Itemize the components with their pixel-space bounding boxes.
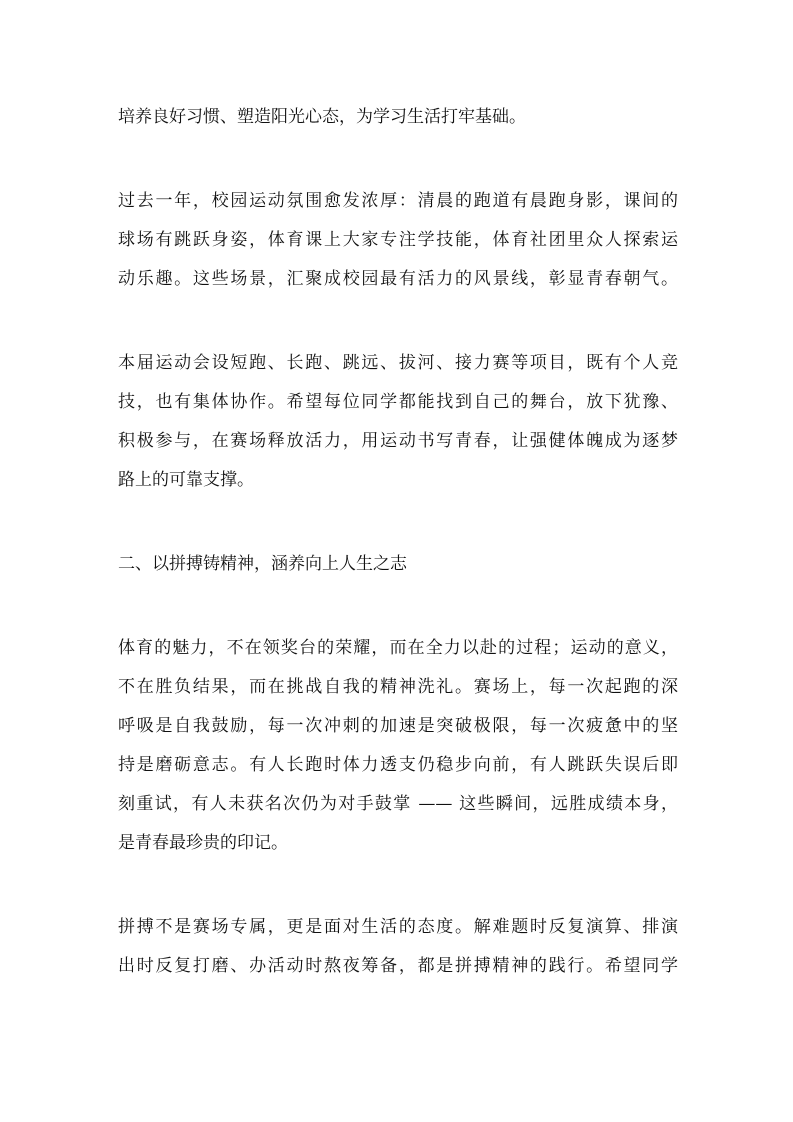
paragraph-2-line-2: 球场有跳跃身姿，体育课上大家专注学技能，体育社团里众人探索运 [118, 230, 678, 250]
paragraph-3-line-2: 技，也有集体协作。希望每位同学都能找到自己的舞台，放下犹豫、 [118, 392, 678, 412]
paragraph-6-line-2: 出时反复打磨、办活动时熬夜筹备，都是拼搏精神的践行。希望同学 [118, 956, 678, 976]
paragraph-5-line-6: 是青春最珍贵的印记。 [118, 833, 288, 853]
paragraph-5-line-4: 持是磨砺意志。有人长跑时体力透支仍稳步向前，有人跳跃失误后即 [118, 755, 678, 775]
paragraph-1-line-1: 培养良好习惯、塑造阳光心态，为学习生活打牢基础。 [118, 107, 526, 127]
section-heading: 二、以拼搏铸精神，涵养向上人生之志 [118, 554, 407, 574]
paragraph-3-line-4: 路上的可靠支撑。 [118, 470, 254, 490]
paragraph-3-line-3: 积极参与，在赛场释放活力，用运动书写青春，让强健体魄成为逐梦 [118, 431, 678, 451]
paragraph-5-line-1: 体育的魅力，不在领奖台的荣耀，而在全力以赴的过程；运动的意义， [118, 638, 678, 658]
paragraph-3-line-1: 本届运动会设短跑、长跑、跳远、拔河、接力赛等项目，既有个人竞 [118, 353, 678, 373]
paragraph-6-line-1: 拼搏不是赛场专属，更是面对生活的态度。解难题时反复演算、排演 [118, 917, 678, 937]
paragraph-2-line-1: 过去一年，校园运动氛围愈发浓厚：清晨的跑道有晨跑身影，课间的 [118, 191, 678, 211]
paragraph-5-line-5: 刻重试，有人未获名次仍为对手鼓掌 —— 这些瞬间，远胜成绩本身， [118, 794, 678, 814]
paragraph-5-line-3: 呼吸是自我鼓励，每一次冲刺的加速是突破极限，每一次疲惫中的坚 [118, 716, 678, 736]
paragraph-2-line-3: 动乐趣。这些场景，汇聚成校园最有活力的风景线，彰显青春朝气。 [118, 269, 678, 289]
paragraph-5-line-2: 不在胜负结果，而在挑战自我的精神洗礼。赛场上，每一次起跑的深 [118, 677, 678, 697]
